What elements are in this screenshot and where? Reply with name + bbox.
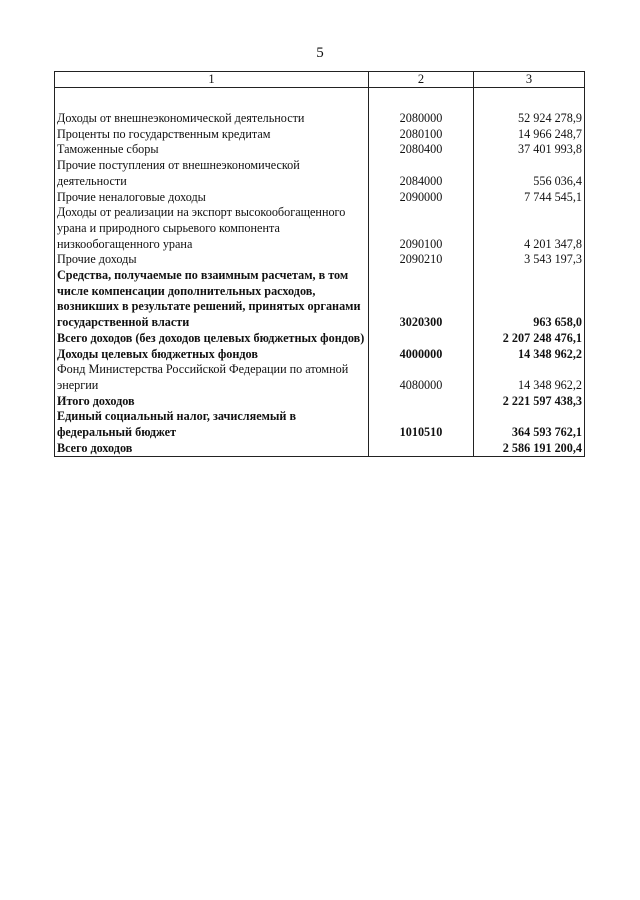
row-name-cell: Доходы целевых бюджетных фондов [55, 347, 369, 363]
row-name-cell: Прочие доходы [55, 252, 369, 268]
spacer-cell [369, 88, 474, 112]
table-row [55, 362, 585, 393]
row-amount-cell: 2 586 191 200,4 [474, 441, 585, 457]
table-row [55, 268, 585, 331]
column-header-code: 2 [369, 72, 474, 88]
row-code-cell [369, 441, 474, 457]
row-code-cell: 2080400 [369, 142, 474, 158]
row-code-cell: 2090000 [369, 190, 474, 206]
row-code-cell: 2090100 [369, 205, 474, 252]
page-number: 5 [316, 45, 324, 61]
row-amount-cell: 963 658,0 [474, 268, 585, 331]
row-name-cell: Таможенные сборы [55, 142, 369, 158]
table-row [55, 111, 585, 127]
row-amount-cell: 556 036,4 [474, 158, 585, 189]
table-row [55, 205, 585, 252]
row-amount-cell: 4 201 347,8 [474, 205, 585, 252]
row-amount-cell: 3 543 197,3 [474, 252, 585, 268]
spacer-row [55, 88, 585, 112]
row-name-cell: Итого доходов [55, 394, 369, 410]
row-name-cell: Фонд Министерства Российской Федерации по атомной энергии [55, 362, 369, 393]
row-name-cell: Всего доходов [55, 441, 369, 457]
row-code-cell: 2084000 [369, 158, 474, 189]
row-name-cell: Средства, получаемые по взаимным расчетам, в том числе компенсации дополнительных расходов, возникших в результате решений, принятых органами государственной власти [55, 268, 369, 331]
table-row [55, 331, 585, 347]
row-amount-cell: 364 593 762,1 [474, 409, 585, 440]
row-code-cell: 3020300 [369, 268, 474, 331]
row-name-cell: Прочие поступления от внешнеэкономической деятельности [55, 158, 369, 189]
row-amount-cell: 2 207 248 476,1 [474, 331, 585, 347]
table-row [55, 252, 585, 268]
row-amount-cell: 14 348 962,2 [474, 347, 585, 363]
row-code-cell: 4000000 [369, 347, 474, 363]
row-amount-cell: 7 744 545,1 [474, 190, 585, 206]
table-row [55, 441, 585, 457]
row-amount-cell: 52 924 278,9 [474, 111, 585, 127]
table-row [55, 158, 585, 189]
row-amount-cell: 37 401 993,8 [474, 142, 585, 158]
table-row [55, 127, 585, 143]
row-amount-cell: 14 348 962,2 [474, 362, 585, 393]
row-amount-cell: 2 221 597 438,3 [474, 394, 585, 410]
row-name-cell: Доходы от внешнеэкономической деятельности [55, 111, 369, 127]
table-row [55, 347, 585, 363]
row-code-cell [369, 331, 474, 347]
row-code-cell: 4080000 [369, 362, 474, 393]
row-code-cell [369, 394, 474, 410]
table-row [55, 409, 585, 440]
row-name-cell: Проценты по государственным кредитам [55, 127, 369, 143]
column-header-name: 1 [55, 72, 369, 88]
spacer-cell [474, 88, 585, 112]
row-code-cell: 1010510 [369, 409, 474, 440]
row-code-cell: 2080000 [369, 111, 474, 127]
row-code-cell: 2080100 [369, 127, 474, 143]
column-header-amount: 3 [474, 72, 585, 88]
table-header-row [55, 72, 585, 88]
table-row [55, 190, 585, 206]
row-amount-cell: 14 966 248,7 [474, 127, 585, 143]
row-name-cell: Доходы от реализации на экспорт высокообогащенного урана и природного сырьевого компонента низкообогащенного урана [55, 205, 369, 252]
row-code-cell: 2090210 [369, 252, 474, 268]
revenue-table [54, 71, 585, 457]
row-name-cell: Прочие неналоговые доходы [55, 190, 369, 206]
table-row [55, 142, 585, 158]
table-row [55, 394, 585, 410]
spacer-cell [55, 88, 369, 112]
row-name-cell: Единый социальный налог, зачисляемый в федеральный бюджет [55, 409, 369, 440]
table-body [55, 88, 585, 457]
row-name-cell: Всего доходов (без доходов целевых бюджетных фондов) [55, 331, 369, 347]
